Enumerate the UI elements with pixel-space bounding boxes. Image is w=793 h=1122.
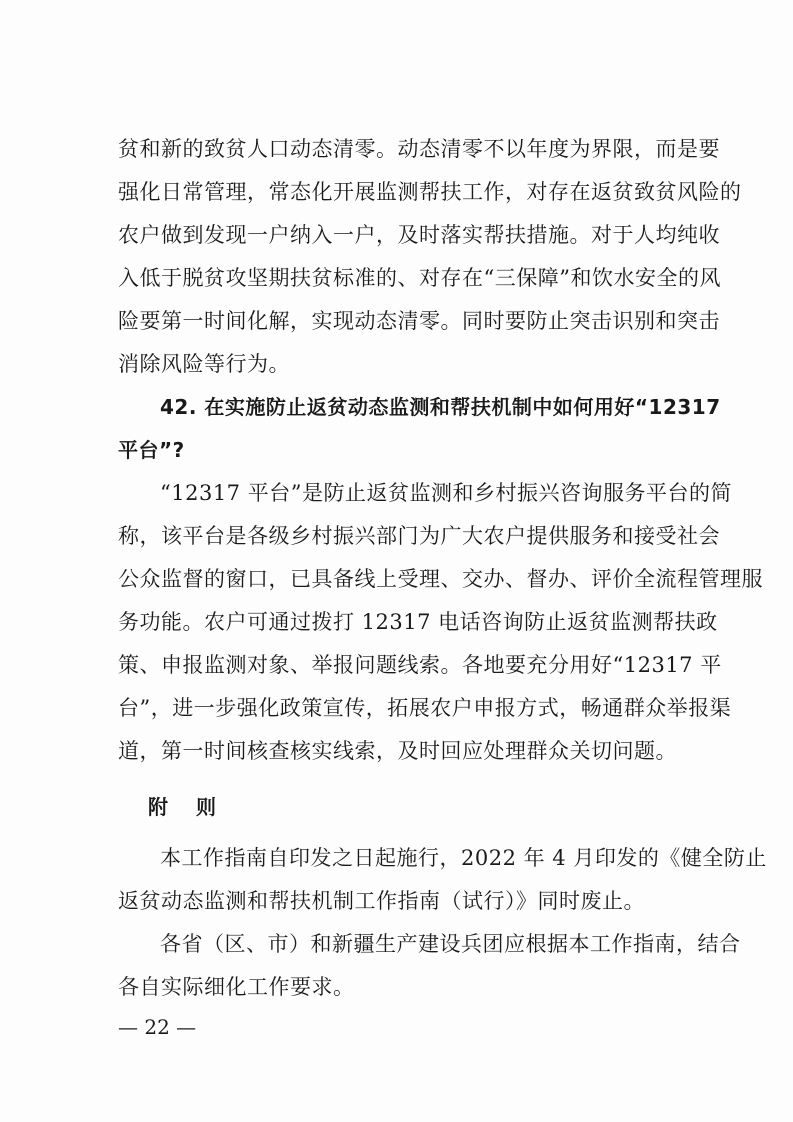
paragraph-line: 台”，进一步强化政策宣传，拓展农户申报方式，畅通群众举报渠 [118, 696, 732, 720]
paragraph-line: 本工作指南自印发之日起施行，2022 年 4 月印发的《健全防止 [160, 846, 767, 870]
paragraph-line: 农户做到发现一户纳入一户，及时落实帮扶措施。对于人均纯收 [118, 223, 720, 247]
paragraph-line: 入低于脱贫攻坚期扶贫标准的、对存在“三保障”和饮水安全的风 [118, 266, 721, 290]
paragraph-line: 策、申报监测对象、举报问题线索。各地要充分用好“12317 平 [118, 653, 722, 677]
heading-char: 附 [148, 795, 168, 819]
paragraph-line: 险要第一时间化解，实现动态清零。同时要防止突击识别和突击 [118, 309, 720, 333]
paragraph-line: 各省（区、市）和新疆生产建设兵团应根据本工作指南，结合 [160, 932, 741, 956]
paragraph-line: 务功能。农户可通过拨打 12317 电话咨询防止返贫监测帮扶政 [118, 610, 718, 634]
paragraph-line: 称，该平台是各级乡村振兴部门为广大农户提供服务和接受社会 [118, 524, 720, 548]
section-heading [148, 792, 216, 822]
heading-char: 则 [196, 795, 216, 819]
question-title: 42. 在实施防止返贫动态监测和帮扶机制中如何用好“12317 [160, 395, 721, 419]
paragraph-line: 公众监督的窗口，已具备线上受理、交办、督办、评价全流程管理服 [118, 567, 763, 591]
paragraph-line: 各自实际细化工作要求。 [118, 975, 355, 999]
paragraph-line: “12317 平台”是防止返贫监测和乡村振兴咨询服务平台的简 [160, 481, 732, 505]
page-number: — 22 — [118, 1015, 197, 1039]
question-title-cont: 平台”? [118, 438, 185, 462]
paragraph-line: 返贫动态监测和帮扶机制工作指南（试行）》同时废止。 [118, 889, 645, 913]
paragraph-line: 消除风险等行为。 [118, 352, 290, 376]
paragraph-line: 道，第一时间核查核实线索，及时回应处理群众关切问题。 [118, 739, 677, 763]
paragraph-line: 贫和新的致贫人口动态清零。动态清零不以年度为界限，而是要 [118, 137, 720, 161]
paragraph-line: 强化日常管理，常态化开展监测帮扶工作，对存在返贫致贫风险的 [118, 180, 742, 204]
